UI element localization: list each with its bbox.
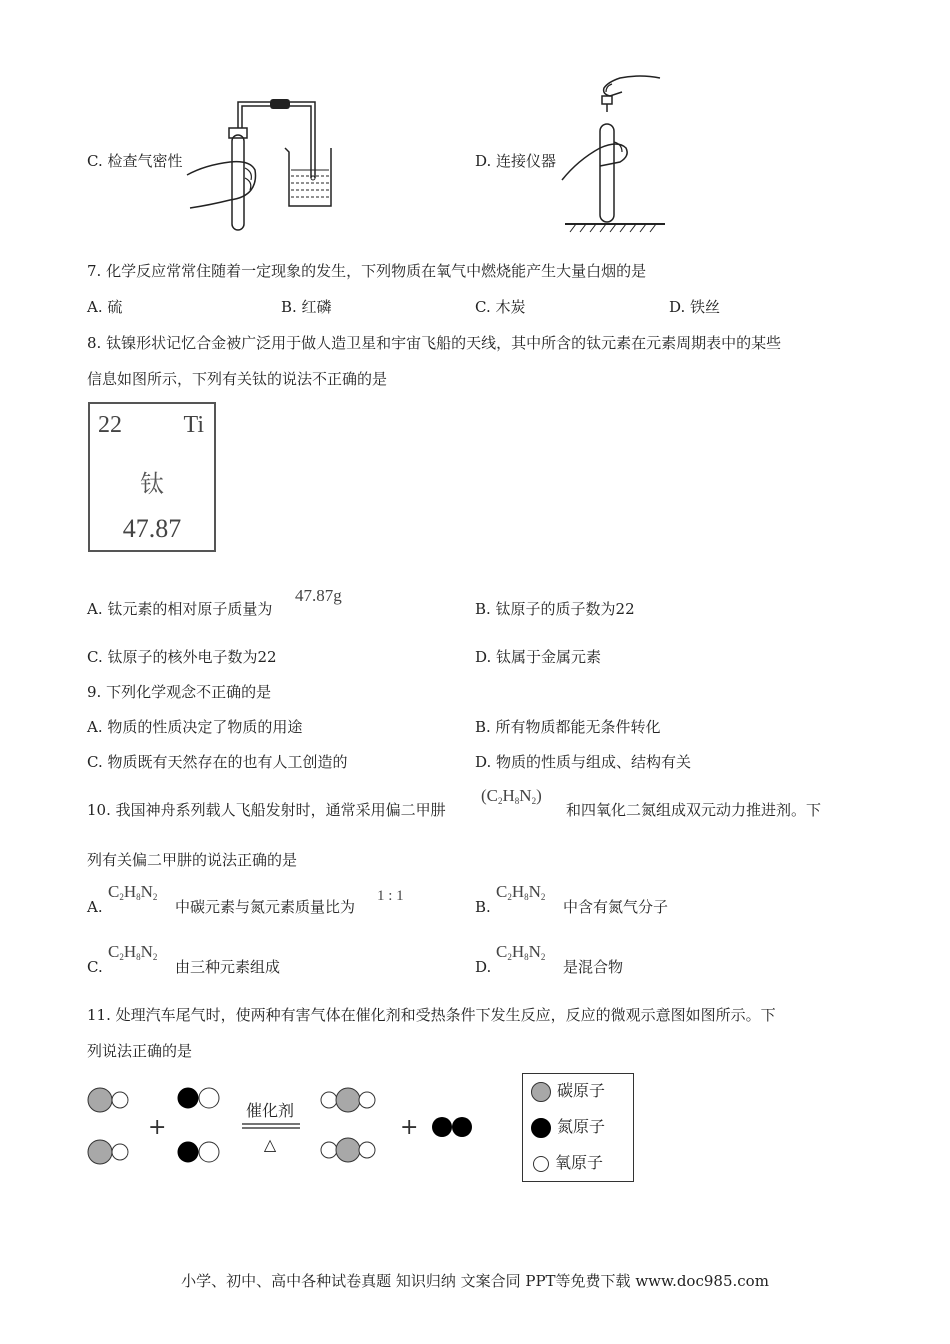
formula-n-count: 2 — [152, 892, 158, 902]
formula-h: H — [123, 882, 137, 901]
formula-h: H — [511, 942, 525, 961]
airtightness-check-illustration — [185, 90, 335, 235]
plus-sign: + — [148, 1115, 167, 1140]
formula-h-count: 8 — [524, 952, 529, 962]
formula-n: N — [528, 942, 541, 961]
n2-molecule — [432, 1117, 472, 1137]
q8-option-c: C. 钛原子的核外电子数为22 — [87, 648, 277, 666]
periodic-table-cell — [88, 402, 216, 552]
q10-option-b-label: B. — [475, 898, 491, 916]
nitrogen-atom-swatch — [531, 1118, 551, 1138]
element-name: 钛 — [140, 470, 164, 498]
atom-legend — [522, 1073, 634, 1182]
q10-option-d-label: D. — [475, 958, 492, 976]
formula-n-count: 2 — [152, 952, 158, 962]
q7-stem: 7. 化学反应常常住随着一定现象的发生，下列物质在氧气中燃烧能产生大量白烟的是 — [87, 262, 647, 280]
catalyst-label: 催化剂 — [245, 1101, 295, 1120]
q10-stem-part2: 和四氧化二氮组成双元动力推进剂。下 — [566, 801, 822, 819]
oxygen-atom-swatch — [533, 1156, 549, 1172]
formula-n-count: 2 — [531, 796, 537, 806]
q10-stem-line2: 列有关偏二甲肼的说法正确的是 — [87, 851, 298, 869]
formula-n: N — [140, 942, 153, 961]
formula-c-count: 2 — [119, 892, 124, 902]
q10-option-d-text: 是混合物 — [563, 958, 624, 976]
q9-option-c: C. 物质既有天然存在的也有人工创造的 — [87, 753, 348, 771]
carbon-atom-swatch — [531, 1082, 551, 1102]
q11-stem-line1: 11. 处理汽车尾气时，使两种有害气体在催化剂和受热条件下发生反应，反应的微观示意图如图所示。下 — [87, 1006, 776, 1024]
heat-symbol: △ — [263, 1135, 277, 1154]
co2-molecule — [321, 1138, 375, 1162]
plus-sign: + — [400, 1115, 419, 1140]
formula-c-count: 2 — [119, 952, 124, 962]
formula-n: N — [519, 786, 532, 805]
formula-c-count: 2 — [507, 952, 512, 962]
atomic-number: 22 — [98, 412, 122, 438]
q10-option-a-text: 中碳元素与氮元素质量比为 — [175, 898, 356, 916]
q9-option-a: A. 物质的性质决定了物质的用途 — [87, 718, 303, 736]
q11-stem-line2: 列说法正确的是 — [87, 1042, 193, 1060]
q8-option-d: D. 钛属于金属元素 — [475, 648, 602, 666]
formula-c: C — [486, 786, 499, 805]
formula-c-count: 2 — [498, 796, 503, 806]
atomic-mass: 47.87 — [122, 514, 182, 543]
q8-option-a-value: 47.87g — [295, 586, 342, 605]
formula-h: H — [123, 942, 137, 961]
formula-h-count: 8 — [136, 892, 141, 902]
reaction-micro-diagram — [80, 1078, 490, 1178]
legend-oxygen-label: 氧原子 — [555, 1153, 604, 1172]
q10-stem-part1: 10. 我国神舟系列载人飞船发射时，通常采用偏二甲肼 — [87, 801, 446, 819]
q6-option-d: D. 连接仪器 — [475, 152, 557, 170]
q8-option-b: B. 钛原子的质子数为22 — [475, 600, 635, 618]
q10-option-c-label: C. — [87, 958, 103, 976]
q8-option-a: A. 钛元素的相对原子质量为 — [87, 600, 273, 618]
formula-c: C — [496, 882, 508, 901]
q9-option-b: B. 所有物质都能无条件转化 — [475, 718, 661, 736]
q9-stem: 9. 下列化学观念不正确的是 — [87, 683, 272, 701]
formula-h: H — [502, 786, 515, 805]
q10-option-d-formula — [496, 942, 545, 962]
q9-option-d: D. 物质的性质与组成、结构有关 — [475, 753, 692, 771]
co-molecule — [88, 1140, 128, 1164]
q10-option-a-ratio: 1 : 1 — [377, 888, 404, 904]
q10-option-a-formula — [108, 882, 157, 902]
q10-option-c-text: 由三种元素组成 — [175, 958, 281, 976]
connect-apparatus-illustration — [560, 70, 670, 235]
q7-option-c: C. 木炭 — [475, 298, 526, 316]
page-footer: 小学、初中、高中各种试卷真题 知识归纳 文案合同 PPT等免费下载 www.doc985.com — [181, 1272, 769, 1290]
legend-carbon-label: 碳原子 — [557, 1081, 606, 1100]
q7-option-b: B. 红磷 — [281, 298, 332, 316]
q7-option-a: A. 硫 — [87, 298, 123, 316]
formula-c-count: 2 — [507, 892, 512, 902]
legend-nitrogen — [531, 1116, 605, 1138]
legend-oxygen — [531, 1152, 603, 1174]
q10-option-a-label: A. — [87, 898, 103, 916]
q6-option-c: C. 检查气密性 — [87, 152, 183, 170]
q8-stem-line1: 8. 钛镍形状记忆合金被广泛用于做人造卫星和宇宙飞船的天线，其中所含的钛元素在元素周期表中的某些 — [87, 334, 782, 352]
formula-n-count: 2 — [540, 952, 546, 962]
formula-n: N — [140, 882, 153, 901]
formula-c: C — [108, 942, 120, 961]
co-molecule — [88, 1088, 128, 1112]
no-molecule — [178, 1088, 219, 1108]
co2-molecule — [321, 1088, 375, 1112]
q7-option-d: D. 铁丝 — [669, 298, 721, 316]
legend-carbon — [531, 1080, 605, 1102]
formula-h-count: 8 — [524, 892, 529, 902]
formula-h-count: 8 — [136, 952, 141, 962]
formula-c: C — [108, 882, 120, 901]
element-symbol: Ti — [183, 412, 204, 438]
formula-h: H — [511, 882, 525, 901]
formula-c: C — [496, 942, 508, 961]
q8-stem-line2: 信息如图所示，下列有关钛的说法不正确的是 — [87, 370, 388, 388]
legend-nitrogen-label: 氮原子 — [557, 1117, 606, 1136]
q10-option-c-formula — [108, 942, 157, 962]
no-molecule — [178, 1142, 219, 1162]
q10-stem-formula: $(C_2H_8N_2)$ — [481, 786, 542, 806]
formula-n-count: 2 — [540, 892, 546, 902]
q10-option-b-text: 中含有氮气分子 — [563, 898, 669, 916]
formula-h-count: 8 — [514, 796, 520, 806]
q10-option-b-formula — [496, 882, 545, 902]
formula-n: N — [528, 882, 541, 901]
